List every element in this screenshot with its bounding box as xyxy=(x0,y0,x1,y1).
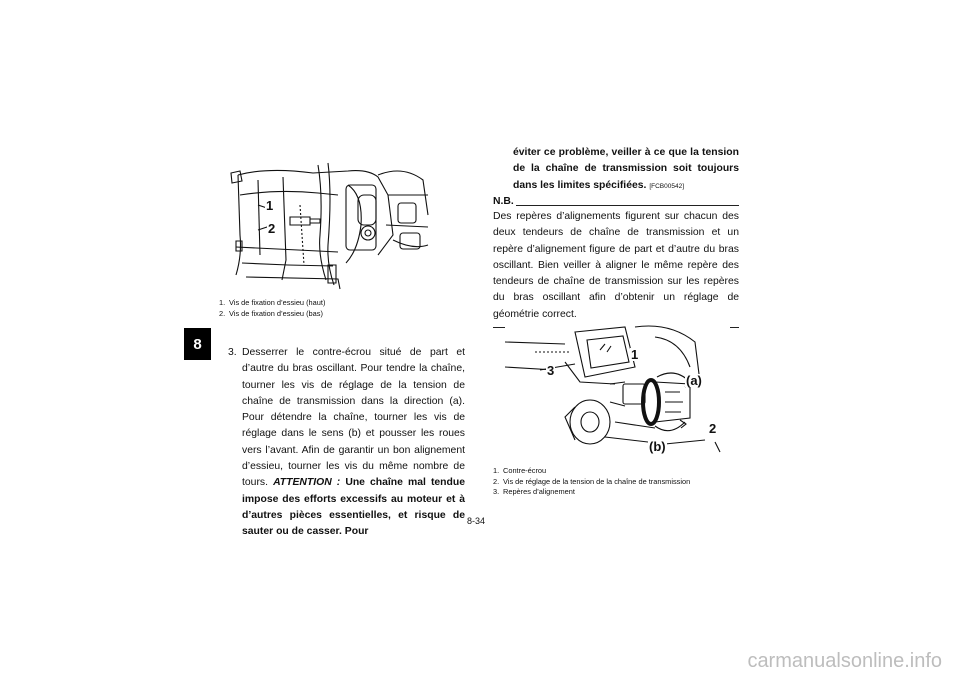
caption-item: 3. Repères d’alignement xyxy=(493,487,575,497)
figure2-caption xyxy=(493,466,690,498)
attention-label: ATTENTION : xyxy=(273,477,341,489)
note-title: N.B. xyxy=(493,196,514,207)
watermark: carmanualsonline.info xyxy=(747,650,942,672)
step-3 xyxy=(228,345,465,541)
caption-item: 2. Vis de fixation d’essieu (bas) xyxy=(219,308,323,318)
note-text: Des repères d’alignements figurent sur chacun des deux tendeurs de chaîne de transmission et un repère d’alignement figure de part et d’autre du bras oscillant. Bien veiller à aligner le même repère des tendeurs de chaîne de transmission sur les repères du bras oscillant afin d’obtenir un réglage de géométrie correct. xyxy=(493,211,739,320)
figure2-callout-a: (a) xyxy=(686,373,702,388)
figure2-callout-3: 3 xyxy=(547,363,555,378)
figure1-caption xyxy=(219,298,325,319)
page-number: 8-34 xyxy=(467,516,486,526)
axle-illustration xyxy=(228,155,433,295)
note-header xyxy=(493,196,739,208)
adjuster-illustration xyxy=(505,322,730,462)
attention-continuation: éviter ce problème, veiller à ce que la tension de la chaîne de transmission soit toujours dans les limites spécifiées. [FCB00542] xyxy=(513,147,739,191)
figure2-callout-2: 2 xyxy=(709,421,717,436)
chapter-tab: 8 xyxy=(184,328,211,360)
caption-item: 1. Contre-écrou xyxy=(493,466,547,475)
reference-code: [FCB00542] xyxy=(649,182,684,190)
caption-item: 2. Vis de réglage de la tension de la chaîne de transmission xyxy=(493,476,691,486)
figure-chain-adjuster xyxy=(505,322,730,462)
note-rule xyxy=(516,205,739,206)
step-number: 3. xyxy=(228,347,237,358)
attention-text: Une chaîne mal tendue impose des efforts excessifs au moteur et à d’autres pièces essentielles, et risque de sauter ou de casser. Pour xyxy=(242,477,466,538)
caption-item: 1. Vis de fixation d’essieu (haut) xyxy=(219,298,326,307)
step-body xyxy=(228,345,465,541)
figure2-callout-1: 1 xyxy=(631,347,639,362)
figure-axle-screws xyxy=(228,155,433,295)
figure1-callout-1: 1 xyxy=(266,198,274,213)
step-text: Desserrer le contre-écrou situé de part et d’autre du bras oscillant. Pour tendre la chaîne, tourner les vis de réglage de la tension de chaîne de transmission dans la direction (a). Pour détendre la chaîne, tourner les vis de réglage dans le sens (b) et pousser les roues vers l’avant. Afin de garantir un bon alignement d’essieu, tourner les vis du même nombre de tours. xyxy=(242,347,465,489)
figure2-callout-b: (b) xyxy=(649,439,666,454)
note-block xyxy=(493,196,739,328)
figure1-callout-2: 2 xyxy=(268,221,276,236)
